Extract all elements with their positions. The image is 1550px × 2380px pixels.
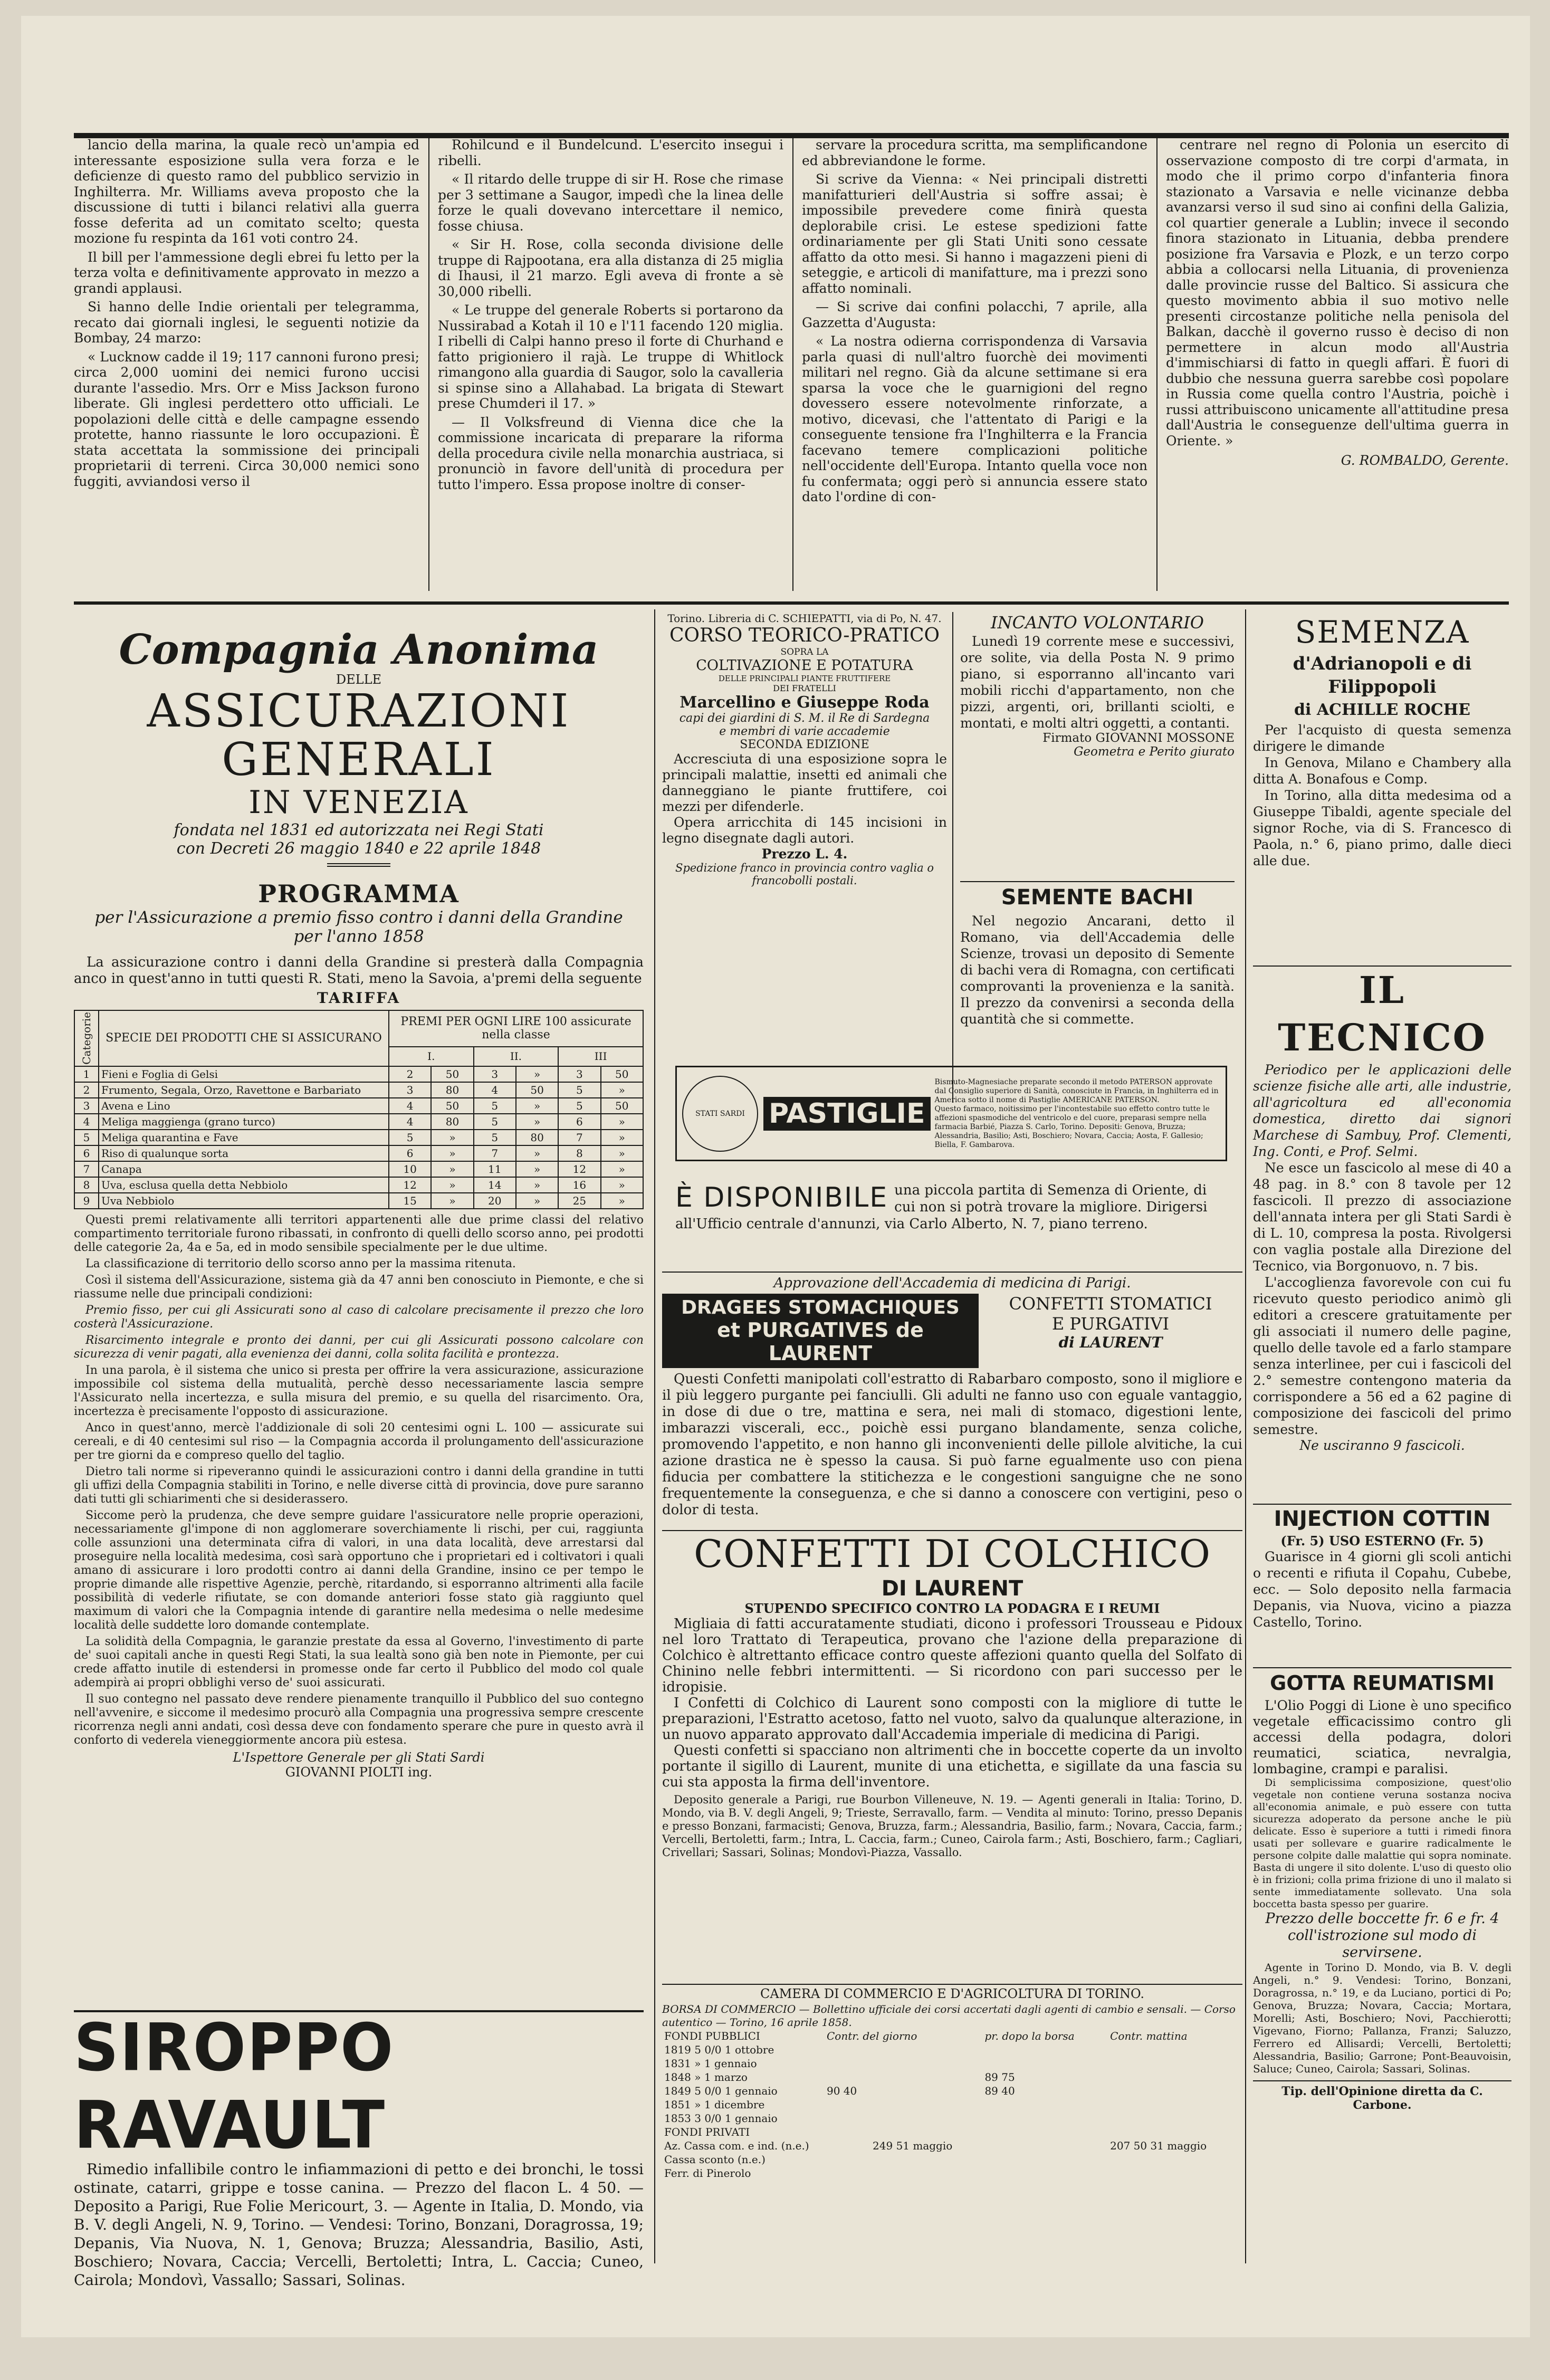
semenza-text2: In Genova, Milano e Chambery alla ditta A. Bonafous e Comp. — [1253, 755, 1511, 787]
table-cell — [825, 2043, 870, 2057]
table-cell: 1831 » 1 gennaio — [664, 2057, 757, 2070]
table-cell: 8 — [558, 1145, 600, 1161]
corso-role2: e membri di varie accademie — [719, 725, 890, 738]
table-cell: 12 — [389, 1177, 431, 1193]
table-cell: » — [516, 1193, 558, 1209]
corso-edition: SECONDA EDIZIONE — [740, 738, 869, 751]
corso-text1: Accresciuta di una esposizione sopra le principali malattie, insetti ed animali che danneggiano le piante fruttifere, coi mezzi per difenderle. — [662, 751, 947, 814]
paragraph: — Il Volksfreund di Vienna dice che la commissione incaricata di preparare la riforma della procedura civile nella monarchia austriaca, si pronunciò in favore dell'unità di procedura per tutto l'impero. Essa propose inoltre di conser- — [438, 414, 783, 492]
table-cell: 4 — [389, 1098, 431, 1114]
table-cell: 50 — [601, 1098, 643, 1114]
table-cell — [982, 2098, 1108, 2111]
paragraph: Si scrive da Vienna: « Nei principali distretti manifatturieri dell'Austria si soffre assai; è impossibile prevedere come finirà questa deplorabile crisi. Le estese spedizioni fatte ordinariamente per gli Stati Uniti sono cessate affatto da otto mesi. Si hanno i magazzeni pieni di seteggie, e articoli di manifatture, ma i prezzi sono affatto nominali. — [802, 171, 1147, 296]
table-cell: » — [516, 1114, 558, 1130]
table-cell: » — [601, 1130, 643, 1145]
colchico-depots: Deposito generale a Parigi, rue Bourbon Villeneuve, N. 19. — Agenti generali in Italia: Torino, D. Mondo, via B. V. degli Angeli, 9; Trieste, Serravallo, farm. — Vendita al minuto: Torino, presso Depanis e presso Bonzani, farmacisti; Genova, Bruzza, farm.; Alessandria, Basilio, farm.; Novara, Caccia, farm.; Vercelli, Bertoletti, farm.; Intra, L. Caccia, farm.; Cuneo, Cairola farm.; Asti, Boschiero, farm.; Cagliari, Crivellari; Sassari, Solinas; Mondovì-Piazza, Vassallo. — [662, 1793, 1242, 1859]
semenza-text1: Per l'acquisto di questa semenza dirigere le dimande — [1253, 722, 1511, 754]
table-cell — [870, 2166, 982, 2180]
paragraph: Siccome però la prudenza, che deve sempre guidare l'assicuratore nelle proprie operazioni, necessariamente gl'impone di non agglomerare soverchiamente li rischi, per cui, raggiunta colle assunzioni una determinata cifra di valori, in una data località, deve arrestarsi dal proseguire nella località medesima, così sarà opportuno che i proprietari ed i coltivatori i quali amano di assicurare i loro prodotti contro ai danni della Grandine, insino ce per tempo le proprie dimande alle rispettive Agenzie, perchè, ritardando, si esporranno altrimenti alla facile possibilità di vederle rifiutate, se con domande anteriori fosse stato già raggiunto quel maximum di valori che la Compagnia intende di garantire nella medesima o nelle medesime località delle suddette loro domande contemplate. — [74, 1508, 644, 1632]
table-row — [74, 1114, 643, 1130]
table-cell: » — [516, 1066, 558, 1082]
laurent-title1: CONFETTI STOMATICI — [1009, 1294, 1212, 1314]
table-cell — [982, 2043, 1108, 2057]
gotta-title: GOTTA REUMATISMI — [1270, 1671, 1495, 1695]
news-columns — [74, 137, 1509, 596]
table-cell: Fieni e Foglia di Gelsi — [99, 1066, 389, 1082]
table-row — [74, 1161, 643, 1177]
table-cell: 1849 5 0/0 1 gennaio — [664, 2085, 778, 2097]
semenza-sub: d'Adrianopoli e di Filippopoli — [1293, 653, 1472, 697]
colchico-title: CONFETTI DI COLCHICO — [694, 1532, 1211, 1576]
table-cell: 16 — [558, 1177, 600, 1193]
incanto-title: INCANTO VOLONTARIO — [991, 613, 1204, 633]
table-cell: Riso di qualunque sorta — [99, 1145, 389, 1161]
incanto-role: Geometra e Perito giurato — [1074, 745, 1235, 759]
gotta-agents: Agente in Torino D. Mondo, via B. V. degli Angeli, n.° 9. Vendesi: Torino, Bonzani, Doragrossa, n.° 19, e da Luciano, portici di Po; Genova, Bruzza; Novara, Caccia; Mortara, Morelli; Asti, Boschiero; Novi, Pacchierotti; Vigevano, Fiorno; Pallanza, Franzi; Saluzzo, Ferrero ed Allisardi; Vercelli, Bertoletti; Alessandria, Basilio; Garrone; Pont-Beauvoisin, Saluce; Cuneo, Cairola; Sassari, Solinas. — [1253, 1961, 1511, 2075]
laurent-title2: E PURGATIVI — [1051, 1314, 1170, 1334]
paragraph: Il suo contegno nel passato deve rendere pienamente tranquillo il Pubblico del suo contegno nell'avvenire, e siccome il medesimo procurò alla Compagnia una progressiva sempre crescente ricorrenza negli anni andati, così dessa deve con fondamento sperare che pure in questo avrà il conforto di vederela vieneggiormente ancora più estesa. — [74, 1692, 644, 1747]
ad-tariffa: TARIFFA — [317, 989, 401, 1007]
table-row — [662, 2043, 1242, 2057]
corso-head: Torino. Libreria di C. SCHIEPATTI, via di Po, N. 47. — [667, 612, 942, 625]
table-cell: 10 — [389, 1161, 431, 1177]
table-cell — [870, 2084, 982, 2098]
table-cell — [825, 2098, 870, 2111]
colchico-text1: Migliaia di fatti accuratamente studiati, dicono i professori Trousseau e Pidoux nel loro Trattato di Terapeutica, provano che l'azione della preparazione di Colchico è altrettanto efficace contro queste affezioni quanto quella del Solfato di Chinino nelle febbri intermittenti. — Si ricordono con pari successo per le idropisie. — [662, 1616, 1242, 1695]
ad-decrees: con Decreti 26 maggio 1840 e 22 aprile 1848 — [176, 839, 541, 858]
table-cell: Ferr. di Pinerolo — [664, 2167, 751, 2180]
table-row — [662, 2057, 1242, 2070]
incanto-sign: Firmato GIOVANNI MOSSONE — [1042, 731, 1235, 745]
paragraph: Dietro tali norme si ripeveranno quindi le assicurazioni contro i danni della grandine in tutti gli uffizi della Compagnia stabiliti in Torino, e nelle diverse città di provincia, dove pure saranno dati tutti gli schiarimenti che si desiderassero. — [74, 1465, 644, 1506]
table-cell — [870, 2043, 982, 2057]
semente-text: Nel negozio Ancarani, detto il Romano, via dell'Accademia delle Scienze, trovasi un deposito di Semente di bachi vera di Romagna, con certificati comprovanti la provenienza e la sanità. Il prezzo da convenirsi a seconda della quantità che si commette. — [960, 913, 1235, 1027]
table-cell: 5 — [474, 1130, 516, 1145]
table-row — [662, 2139, 1242, 2153]
ad-semente — [960, 881, 1235, 1056]
badge-line: et PURGATIVES de LAURENT — [717, 1318, 924, 1365]
paragraph: Rohilcund e il Bundelcund. L'esercito insegui i ribelli. — [438, 137, 783, 168]
semenza-text3: In Torino, alla ditta medesima od a Giuseppe Tibaldi, agente speciale del signor Roche, via di S. Francesco di Paola, n.° 6, piano primo, dalle dieci alle due. — [1253, 788, 1511, 868]
paragraph: « La nostra odierna corrispondenza di Varsavia parla quasi di null'altro fuorchè dei movimenti militari nel regno. Già da alcune settimane si era sparsa la voce che le guarnigioni del regno dovessero essere notevolmente rinforzate, a motivo, dicevasi, che l'attentato di Parigi e la conseguente tensione fra l'Inghilterra e la Francia facevano temere complicazioni politiche nell'occidente dell'Europa. Intanto quella voce non fu confermata; oggi però si annuncia essere stato dato l'ordine di con- — [802, 333, 1147, 504]
table-row — [74, 1098, 643, 1114]
gotta-price: Prezzo delle boccette fr. 6 e fr. 4 coll'istrozione sul modo di servirsene. — [1265, 1910, 1499, 1961]
table-cell: 9 — [74, 1193, 99, 1209]
table-cell — [982, 2111, 1108, 2125]
table-cell: 90 40 — [827, 2085, 857, 2097]
ad-company-name: ASSICURAZIONI GENERALI — [147, 685, 571, 786]
table-cell: 3 — [389, 1082, 431, 1098]
corso-ship: Spedizione franco in provincia contro vaglia o francobolli postali. — [675, 862, 934, 887]
table-cell: 5 — [558, 1082, 600, 1098]
table-row — [662, 2166, 1242, 2180]
column-divider — [792, 137, 793, 591]
siroppo-title: SIROPPO RAVAULT — [74, 2009, 395, 2163]
table-cell: 12 — [558, 1161, 600, 1177]
paragraph: Anco in quest'anno, mercè l'addizionale di soli 20 centesimi ogni L. 100 — assicurate sui cereali, e di 40 centesimi sul riso — la Compagnia accorda il prolungamento dell'assicurazione per tre giorni da e compreso quello del taglio. — [74, 1421, 644, 1462]
news-column-1 — [74, 137, 419, 596]
table-cell: Meliga maggienga (grano turco) — [99, 1114, 389, 1130]
table-row — [74, 1082, 643, 1098]
table-cell: 25 — [558, 1193, 600, 1209]
table-row — [662, 2111, 1242, 2125]
tecnico-text4: Ne usciranno 9 fascicoli. — [1299, 1438, 1465, 1453]
table-cell: » — [601, 1114, 643, 1130]
ad-signature-name: GIOVANNI PIOLTI ing. — [285, 1764, 433, 1780]
column-divider — [1156, 137, 1157, 591]
news-column-4 — [1166, 137, 1509, 596]
paragraph: Si hanno delle Indie orientali per telegramma, recato dai giornali inglesi, le seguenti notizie da Bombay, 24 marzo: — [74, 299, 419, 346]
table-row — [74, 1193, 643, 1209]
table-cell — [1108, 2084, 1242, 2098]
table-cell: 14 — [474, 1177, 516, 1193]
ad-tecnico — [1253, 966, 1511, 1494]
table-cell: 80 — [431, 1082, 473, 1098]
corso-sub: COLTIVAZIONE E POTATURA — [696, 657, 913, 674]
paragraph: centrare nel regno di Polonia un esercito di osservazione composto di tre corpi d'armata, in modo che il primo corpo d'infanteria finora stazionato a Varsavia e nelle vicinanze debba avanzarsi verso il sud sino ai confini della Galizia, col quartier generale a Lublin; invece il secondo finora stazionato in Lituania, debba prendere posizione fra Varsavia e Plozk, e un terzo corpo abbia a collocarsi nella Lituania, di provenienza dalle provincie russe del Baltico. Si assicura che questo movimento abbia il suo motivo nelle presenti circostanze politiche nella penisola del Balkan, dacchè il governo russo è deciso di non permettere in alcun modo all'Austria d'immischiarsi di fatto in quegli affari. È fuori di dubbio che nessuna guerra sarebbe così popolare in Russia come quella contro l'Austria, poichè i russi attribuiscono unicamente all'attitudine presa dall'Austria le conseguenze dell'ultima guerra in Oriente. » — [1166, 137, 1509, 448]
table-cell: 1851 » 1 dicembre — [664, 2098, 765, 2111]
table-row — [662, 2153, 1242, 2166]
table-cell: 5 — [389, 1130, 431, 1145]
injection-title: INJECTION COTTIN — [1274, 1507, 1491, 1531]
table-cell: 7 — [74, 1161, 99, 1177]
pastiglie-text: Questo farmaco, noitissimo per l'incontestabile suo effetto contro tutte le affezioni spasmodiche del ventricolo e del cuore, preparasi sempre nella farmacia Barbié, Piazza S. Carlo, Torino. Depositi: Genova, Bruzza; Alessandria, Basilio; Asti, Boschiero; Novara, Caccia; Aosta, F. Gallesio; Biella, F. Gambarova. — [934, 1104, 1210, 1149]
table-cell: 4 — [74, 1114, 99, 1130]
table-cell — [982, 2139, 1108, 2153]
table-cell: 50 — [601, 1066, 643, 1082]
semenza-di: di ACHILLE ROCHE — [1294, 701, 1470, 719]
colchico-sub: DI LAURENT — [881, 1576, 1023, 1601]
fondi-privati-label: FONDI PRIVATI — [664, 2126, 750, 2138]
column-divider — [952, 612, 953, 1103]
semente-title: SEMENTE BACHI — [1001, 885, 1194, 910]
table-cell: 4 — [389, 1114, 431, 1130]
table-cell: 80 — [431, 1114, 473, 1130]
table-cell: 3 — [558, 1066, 600, 1082]
table-cell — [870, 2098, 982, 2111]
paragraph: In una parola, è il sistema che unico si presta per offrire la vera assicurazione, assicurazione impossibile col sistema della mutualità, perchè desso necessariamente lascia sempre l'Assicurato nella incertezza, e sulla misura del premio, e su quella del risarcimento. Ora, incertezza è precisamente l'opposto di assicurazione. — [74, 1363, 644, 1418]
table-cell: 7 — [474, 1145, 516, 1161]
paragraph: « Sir H. Rose, colla seconda divisione delle truppe di Rajpootana, era alla distanza di 25 miglia di Ihausi, il 21 marzo. Egli aveva di fronte a sè 30,000 ribelli. — [438, 237, 783, 299]
royal-seal-icon — [682, 1076, 758, 1152]
pastiglie-line1: Bismuto-Magnesiache preparate secondo il metodo PATERSON approvate dal Consiglio superiore di Sanità, conosciute in Francia, in Inghilterra ed in America sotto il nome di Pastiglie AMERICANE PATERSON. — [934, 1077, 1219, 1104]
table-cell: 20 — [474, 1193, 516, 1209]
disponibile-text: una piccola partita di Semenza di Oriente, di cui non si potrà trovare la migliore. Dirigersi all'Ufficio centrale d'annunzi, via Carlo Alberto, N. 7, piano terreno. — [675, 1182, 1208, 1232]
table-cell: 5 — [558, 1098, 600, 1114]
ad-corso — [662, 612, 947, 1045]
laurent-badge — [662, 1294, 979, 1368]
ad-body — [74, 1213, 644, 1747]
table-cell: » — [431, 1145, 473, 1161]
table-cell: 1 — [74, 1066, 99, 1082]
table-cell: Canapa — [99, 1161, 389, 1177]
paragraph: Questi premi relativamente alli territori appartenenti alle due prime classi del relativo compartimento territoriale furono ribassati, in confronto di quelli dello scorso anno, pei prodotti delle categorie 2a, 4a e 5a, ed in modo sensibile specialmente per le due ultime. — [74, 1213, 644, 1254]
table-header-class: II. — [474, 1047, 559, 1066]
news-column-3 — [802, 137, 1147, 596]
ad-injection — [1253, 1504, 1511, 1663]
table-cell: Frumento, Segala, Orzo, Ravettone e Barbariato — [99, 1082, 389, 1098]
corso-dei: DEI FRATELLI — [773, 683, 836, 693]
table-row — [74, 1177, 643, 1193]
ad-colchico — [662, 1530, 1242, 1980]
ad-delle: DELLE — [336, 672, 382, 687]
corso-role1: capi dei giardini di S. M. il Re di Sardegna — [679, 712, 930, 725]
table-cell: 50 — [431, 1098, 473, 1114]
table-header-class: I. — [389, 1047, 474, 1066]
table-cell: » — [431, 1130, 473, 1145]
table-cell: 1853 3 0/0 1 gennaio — [664, 2112, 778, 2125]
table-cell: 1848 » 1 marzo — [664, 2071, 748, 2083]
table-cell: » — [516, 1177, 558, 1193]
borsa-table — [662, 2029, 1242, 2180]
table-cell: 5 — [74, 1130, 99, 1145]
table-cell: » — [601, 1145, 643, 1161]
paragraph: La classificazione di territorio dello scorso anno per la massima ritenuta. — [85, 1257, 516, 1270]
table-cell — [870, 2070, 982, 2084]
laurent-text: Questi Confetti manipolati coll'estratto di Rabarbaro composto, sono il migliore e il più leggero purgante pei fanciulli. Gli adulti ne fanno uso con eguale vantaggio, in dose di due o tre, mattina e sera, nei mali di stomaco, digestioni lente, imbarazzi viscerali, ecc., poichè essi purgano blandamente, senza coliche, promovendo l'appetito, e non hanno gli inconvenienti delle pillole alvitiche, la cui azione drastica ne è spesso la causa. Si può farne egualmente uso con piena fiducia per combattere la stitichezza e le congestioni sanguigne che ne sono frequentemente la conseguenza, e che si danno a conoscere con vertigini, peso o dolor di testa. — [662, 1371, 1242, 1518]
table-cell: 3 — [74, 1098, 99, 1114]
corso-text2: Opera arricchita di 145 incisioni in legno disegnate dagli autori. — [662, 815, 947, 846]
table-cell: Cassa sconto (n.e.) — [664, 2153, 766, 2166]
table-cell — [1108, 2098, 1242, 2111]
table-header-species: SPECIE DEI PRODOTTI CHE SI ASSICURANO — [99, 1010, 389, 1066]
col-header: pr. dopo la borsa — [984, 2030, 1075, 2042]
table-cell: 89 40 — [984, 2085, 1015, 2097]
paragraph: « Lucknow cadde il 19; 117 cannoni furono presi; circa 2,000 uomini dei nemici furono uccisi durante l'assedio. Mrs. Orr e Miss Jackson furono liberate. Gli inglesi perdettero otto ufficiali. Le popolazioni delle città e delle campagne essendo protette, hanno riassunte le loro occupazioni. È stata accettata la sommissione dei principali proprietarii di terreni. Circa 30,000 nemici sono fuggiti, avviandosi verso il — [74, 349, 419, 489]
tariff-table — [74, 1010, 644, 1209]
gerente-signature: G. ROMBALDO, Gerente. — [1341, 453, 1509, 468]
column-divider — [428, 137, 429, 591]
corso-sub2: DELLE PRINCIPALI PIANTE FRUTTIFERE — [718, 674, 891, 683]
paragraph: — Si scrive dai confini polacchi, 7 aprile, alla Gazzetta d'Augusta: — [802, 299, 1147, 330]
corso-sopra: SOPRA LA — [780, 647, 829, 657]
newspaper-page — [21, 16, 1530, 2337]
table-cell: Uva, esclusa quella detta Nebbiolo — [99, 1177, 389, 1193]
paragraph: La solidità della Compagnia, le garanzie prestate da essa al Governo, l'investimento di parte de' suoi capitali anche in questi Regi Stati, la sua lealtà sono già ben note in Piemonte, per cui crede affatto inutile di estendersi in promesse onde far certo il Pubblico del modo col quale adempirà ai propri obblighi verso de' suoi assicurati. — [74, 1635, 644, 1689]
ad-siroppo — [74, 2009, 644, 2289]
corso-authors: Marcellino e Giuseppe Roda — [680, 693, 930, 712]
table-row — [662, 2084, 1242, 2098]
table-cell: » — [516, 1098, 558, 1114]
camera-commercio — [662, 1984, 1242, 2259]
table-cell: 50 — [431, 1066, 473, 1082]
ad-disponibile — [675, 1182, 1224, 1261]
table-cell: 80 — [516, 1130, 558, 1145]
ad-sub2: per l'anno 1858 — [293, 927, 424, 946]
table-cell: » — [431, 1193, 473, 1209]
table-cell: » — [601, 1193, 643, 1209]
table-row — [662, 2070, 1242, 2084]
table-cell: 5 — [474, 1098, 516, 1114]
incanto-text: Lunedì 19 corrente mese e successivi, ore solite, via della Posta N. 9 primo piano, si esporranno all'incanto vari mobili ricchi d'appartamento, non che pizzi, argenti, ori, brillanti sciolti, e montati, e molti altri oggetti, a contanti. — [960, 634, 1235, 731]
table-cell — [825, 2070, 870, 2084]
table-cell: 5 — [474, 1114, 516, 1130]
ad-programma: PROGRAMMA — [258, 880, 460, 908]
ad-gotta — [1253, 1667, 1511, 2254]
table-cell: 4 — [474, 1082, 516, 1098]
tecnico-text3: L'accoglienza favorevole con cui fu ricevuto questo periodico animò gli editori a crescere gratuitamente per gli associati il numero delle pagine, quello delle tavole ed a farlo stampare senza interlinee, per cui i fascicoli del 2.° semestre contengono materia da corrispondere a 56 ed a 62 pagine di composizione dei fascicoli del primo semestre. — [1253, 1275, 1511, 1437]
laurent-approv: Approvazione dell'Accademia di medicina di Parigi. — [773, 1275, 1131, 1291]
table-cell: Meliga quarantina e Fave — [99, 1130, 389, 1145]
table-cell: Avena e Lino — [99, 1098, 389, 1114]
table-cell: » — [601, 1161, 643, 1177]
table-cell — [982, 2153, 1108, 2166]
news-column-2 — [438, 137, 783, 596]
seal-text: STATI SARDI — [695, 1109, 745, 1118]
ad-city: IN VENEZIA — [248, 784, 469, 821]
table-cell: » — [516, 1161, 558, 1177]
table-cell — [982, 2166, 1108, 2180]
table-cell — [1108, 2043, 1242, 2057]
colchico-text3: Questi confetti si spacciano non altrimenti che in boccette coperte da un involto portante il sigillo di Laurent, munite di una etichetta, e sigillate da una fascia su cui sta apposta la firma dell'inventore. — [662, 1743, 1242, 1790]
table-row — [74, 1130, 643, 1145]
tecnico-title: IL TECNICO — [1278, 968, 1487, 1059]
table-cell — [825, 2057, 870, 2070]
table-cell — [982, 2057, 1108, 2070]
table-cell: 3 — [474, 1066, 516, 1082]
table-cell: 6 — [558, 1114, 600, 1130]
table-cell: » — [431, 1177, 473, 1193]
colchico-spec: STUPENDO SPECIFICO CONTRO LA PODAGRA E I REUMI — [744, 1601, 1160, 1616]
table-cell — [870, 2153, 982, 2166]
table-cell: 6 — [389, 1145, 431, 1161]
table-header-categorie: Categorie — [74, 1010, 99, 1066]
ad-laurent — [662, 1272, 1242, 1518]
paragraph: « Il ritardo delle truppe di sir H. Rose che rimase per 3 settimane a Saugor, impedì che la linea delle forze le quali dovevano intercettare il nemico, fosse chiusa. — [438, 171, 783, 234]
table-cell: » — [601, 1082, 643, 1098]
table-cell: 249 51 maggio — [873, 2139, 953, 2152]
ad-incanto — [960, 612, 1235, 844]
table-cell: » — [516, 1145, 558, 1161]
table-header-class: III — [558, 1047, 643, 1066]
injection-sub: (Fr. 5) USO ESTERNO (Fr. 5) — [1280, 1533, 1484, 1549]
ad-title: Compagnia Anonima — [119, 626, 599, 674]
paragraph: Risarcimento integrale e pronto dei danni, per cui gli Assicurati possono calcolare con sicurezza di venir pagati, alla evenienza dei danni, colla solita facilità e prontezza. — [74, 1333, 644, 1361]
gotta-text2: Di semplicissima composizione, quest'olio vegetale non contiene veruna sostanza nociva all'economia animale, e può essere con tutta sicurezza adoperato da persone anche le più delicate. Esso è superiore a tutti i rimedi finora usati per sollevare e guarire radicalmente le persone colpite dalle malattie qui sopra nominate. Basta di ungere il sito dolente. L'uso di questo olio è in frizioni; colla prima frizione di uno il malato si sente immediatamente sollevato. Una sola boccetta basta spesso per guarire. — [1253, 1777, 1511, 1910]
table-cell — [870, 2111, 982, 2125]
table-cell — [825, 2111, 870, 2125]
ad-assicurazioni — [74, 612, 644, 2253]
table-cell: 89 75 — [984, 2071, 1015, 2083]
injection-text: Guarisce in 4 giorni gli scoli antichi o recenti e rifiuta il Copahu, Cubebe, ecc. — Solo deposito nella farmacia Depanis, via Nuova, vicino a piazza Castello, Torino. — [1253, 1549, 1511, 1630]
paragraph: Premio fisso, per cui gli Assicurati sono al caso di calcolare precisamente il prezzo che loro costerà l'Assicurazione. — [74, 1303, 644, 1331]
tecnico-text2: Ne esce un fascicolo al mese di 40 a 48 pag. in 8.° con 8 tavole per 12 fascicoli. Il prezzo di associazione dell'annata intera per gli Stati Sardi è di L. 10, compresa la posta. Rivolgersi con vaglia postale alla Direzione del Tecnico, via Borgonuovo, n. 7 bis. — [1253, 1160, 1511, 1274]
table-cell: 8 — [74, 1177, 99, 1193]
table-cell — [1108, 2153, 1242, 2166]
table-cell: » — [431, 1161, 473, 1177]
badge-line: DRAGEES STOMACHIQUES — [681, 1297, 960, 1318]
table-cell: 6 — [74, 1145, 99, 1161]
camera-bollettino: BORSA DI COMMERCIO — Bollettino ufficiale dei corsi accertati dagli agenti di cambio e sensali. — Corso autentico — Torino, 16 aprile 1858. — [662, 2003, 1236, 2029]
table-cell: 2 — [389, 1066, 431, 1082]
table-cell — [1108, 2070, 1242, 2084]
ad-founded: fondata nel 1831 ed autorizzata nei Regi Stati — [174, 821, 544, 839]
col-header: Contr. mattina — [1110, 2030, 1188, 2042]
printer-line: Tip. dell'Opinione diretta da C. Carbone. — [1253, 2080, 1511, 2112]
ornament-divider — [327, 863, 390, 867]
colchico-text2: I Confetti di Colchico di Laurent sono composti con la migliore di tutte le preparazioni, l'Estratto acetoso, fatto nel vuoto, salvo da qualunque alterazione, in un nuovo apparato approvato dall'Accademia imperiale di medicina di Parigi. — [662, 1695, 1242, 1743]
column-divider — [1245, 609, 1246, 2263]
paragraph: « Le truppe del generale Roberts si portarono da Nussirabad a Kotah il 10 e l'11 facendo 120 miglia. I ribelli di Calpi hanno preso il forte di Churhand e fatto prigioniero il rajà. Le truppe di Whitlock rimangono alla guardia di Saugor, solo la cavalleria si spinse sino a Allahabad. La brigata di Stewart prese Chumderi il 17. » — [438, 302, 783, 411]
table-cell: 15 — [389, 1193, 431, 1209]
col-header: Contr. del giorno — [827, 2030, 917, 2042]
table-row — [74, 1145, 643, 1161]
table-cell — [1108, 2111, 1242, 2125]
table-row — [74, 1066, 643, 1082]
table-cell: 207 50 31 maggio — [1110, 2139, 1207, 2152]
laurent-title3: di LAURENT — [1058, 1334, 1163, 1351]
tecnico-text1: Periodico per le applicazioni delle scienze fisiche alle arti, alle industrie, all'agricoltura ed all'economia domestica, diretto dai signori Marchese di Sambuy, Prof. Clementi, Ing. Conti, e Prof. Selmi. — [1253, 1062, 1511, 1159]
column-divider — [654, 609, 655, 2263]
ad-signature-role: L'Ispettore Generale per gli Stati Sardi — [233, 1750, 485, 1765]
table-cell: » — [601, 1177, 643, 1193]
table-cell: 2 — [74, 1082, 99, 1098]
table-cell: 7 — [558, 1130, 600, 1145]
disponibile-title: È DISPONIBILE — [675, 1182, 888, 1213]
paragraph: servare la procedura scritta, ma semplificandone ed abbreviandone le forme. — [802, 137, 1147, 168]
ad-semenza — [1253, 612, 1511, 950]
paragraph: Il bill per l'ammessione degli ebrei fu letto per la terza volta e definitivamente approvato in mezzo a grandi applausi. — [74, 249, 419, 296]
ad-sub1: per l'Assicurazione a premio fisso contro i danni della Grandine — [94, 908, 623, 927]
table-header-premi: PREMI PER OGNI LIRE 100 assicurate nella classe — [389, 1010, 643, 1047]
siroppo-text: Rimedio infallibile contro le infiammazioni di petto e dei bronchi, le tossi ostinate, catarri, grippe e tosse canina. — Prezzo del flacon L. 4 50. — Deposito a Parigi, Rue Folie Mericourt, 3. — Agente in Italia, D. Mondo, via B. V. degli Angeli, N. 9, Torino. — Vendesi: Torino, Bonzani, Doragrossa, 19; Depanis, Via Nuova, N. 1, Genova; Bruzza; Alessandria, Basilio, Asti, Boschiero; Novara, Caccia; Vercelli, Bertoletti; Intra, L. Caccia; Cuneo, Cairola; Mondovì, Vassallo; Sassari, Solinas. — [74, 2161, 644, 2289]
table-cell: Az. Cassa com. e ind. (n.e.) — [664, 2139, 809, 2152]
semenza-title: SEMENZA — [1295, 614, 1470, 650]
ad-intro: La assicurazione contro i danni della Grandine si presterà dalla Compagnia anco in quest'anno in tutti questi R. Stati, meno la Savoia, a'premi della seguente — [74, 954, 644, 987]
table-cell: 11 — [474, 1161, 516, 1177]
table-cell: 1819 5 0/0 1 ottobre — [664, 2043, 774, 2056]
table-cell: Uva Nebbiolo — [99, 1193, 389, 1209]
table-cell — [870, 2057, 982, 2070]
middle-rule — [74, 601, 1509, 605]
table-cell — [1108, 2166, 1242, 2180]
corso-price: Prezzo L. 4. — [761, 846, 848, 862]
camera-title: CAMERA DI COMMERCIO E D'AGRICOLTURA DI TORINO. — [760, 1986, 1144, 2001]
gotta-text1: L'Olio Poggi di Lione è uno specifico vegetale efficacissimo contro gli accessi della podagra, dolori reumatici, sciatica, nevralgia, lombagine, crampi e paralisi. — [1253, 1698, 1511, 1776]
ad-pastiglie — [675, 1066, 1227, 1161]
table-cell: 50 — [516, 1082, 558, 1098]
table-cell — [1108, 2057, 1242, 2070]
paragraph: Così il sistema dell'Assicurazione, sistema già da 47 anni ben conosciuto in Piemonte, e che si riassume nelle due principali condizioni: — [74, 1273, 644, 1301]
corso-title: CORSO TEORICO-PRATICO — [669, 625, 940, 646]
table-row — [662, 2098, 1242, 2111]
fondi-pubblici-label: FONDI PUBBLICI — [664, 2030, 760, 2042]
pastiglie-title: PASTIGLIE — [763, 1097, 931, 1131]
paragraph: lancio della marina, la quale recò un'ampia ed interessante esposizione sulla vera forza e le deficienze di questo ramo del pubblico servizio in Inghilterra. Mr. Williams aveva proposto che la discussione di tutti i bilanci relativi alla guerra fosse deferita ad un comitato scelto; questa mozione fu respinta da 161 voti contro 24. — [74, 137, 419, 246]
